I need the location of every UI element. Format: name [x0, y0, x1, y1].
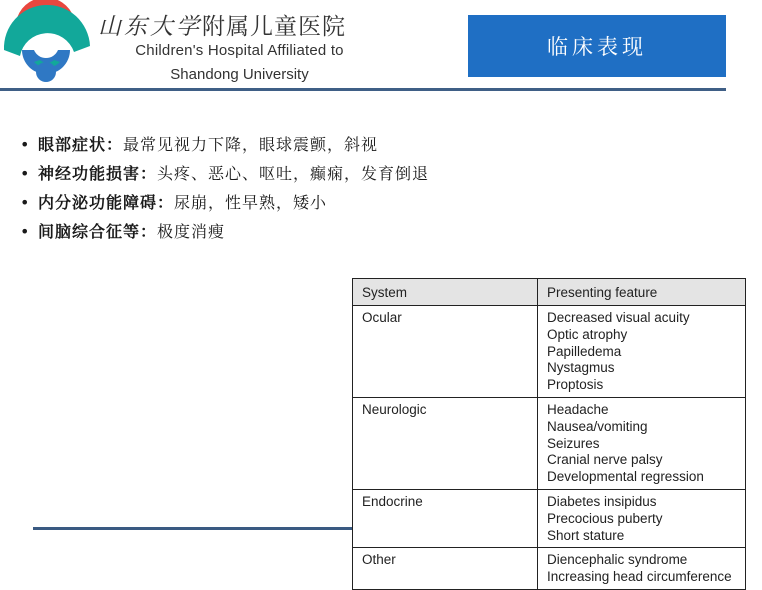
system-cell: Other — [353, 548, 538, 590]
feature-item: Decreased visual acuity — [547, 310, 690, 325]
symptom-text: 最常见视力下降，眼球震颤，斜视 — [123, 135, 379, 154]
system-cell: Ocular — [353, 306, 538, 398]
symptom-text: 尿崩，性早熟，矮小 — [174, 193, 328, 212]
feature-cell — [538, 397, 746, 489]
symptom-item-neuro — [20, 159, 429, 188]
footer-divider — [33, 527, 352, 530]
hospital-name-en-line1: Children's Hospital Affiliated to — [135, 42, 344, 59]
hospital-subname-cn: 附属儿童医院 — [202, 14, 346, 40]
feature-item: Developmental regression — [547, 469, 704, 485]
feature-cell — [538, 489, 746, 547]
feature-item: Diabetes insipidus — [547, 493, 657, 509]
symptom-label: 内分泌功能障碍： — [38, 193, 175, 212]
feature-item: Increasing head circumference — [547, 569, 732, 585]
feature-item: Optic atrophy — [547, 326, 628, 342]
feature-item: Nausea/vomiting — [547, 418, 648, 434]
symptom-label: 眼部症状： — [38, 135, 124, 154]
feature-item: Nystagmus — [547, 360, 615, 376]
symptom-label: 神经功能损害： — [38, 164, 158, 183]
hospital-name-en-line2: Shandong University — [170, 66, 309, 83]
feature-item: Proptosis — [547, 377, 604, 393]
column-header-system: System — [353, 279, 538, 306]
presenting-features-table — [352, 278, 746, 590]
symptom-item-ocular — [20, 130, 429, 159]
table-row — [353, 397, 746, 489]
feature-item: Headache — [547, 401, 609, 417]
symptom-list — [20, 130, 429, 246]
bullet-icon: • — [20, 135, 31, 154]
header-divider — [0, 88, 726, 91]
feature-cell — [538, 306, 746, 398]
hospital-name-cn — [98, 8, 346, 41]
feature-cell — [538, 548, 746, 590]
table-header-row — [353, 279, 746, 306]
symptom-item-endocrine — [20, 188, 429, 217]
table-row — [353, 306, 746, 398]
features-table-wrap — [352, 278, 747, 585]
section-title-box — [468, 15, 726, 77]
system-cell: Endocrine — [353, 489, 538, 547]
feature-item: Papilledema — [547, 343, 622, 359]
feature-item: Short stature — [547, 527, 625, 543]
feature-item: Seizures — [547, 435, 600, 451]
system-cell: Neurologic — [353, 397, 538, 489]
bullet-icon: • — [20, 222, 31, 241]
table-row — [353, 489, 746, 547]
symptom-label: 间脑综合征等： — [38, 222, 158, 241]
column-header-feature: Presenting feature — [538, 279, 746, 306]
feature-item: Diencephalic syndrome — [547, 552, 688, 568]
hospital-logo-icon — [2, 0, 92, 86]
table-row — [353, 548, 746, 590]
bullet-icon: • — [20, 193, 31, 212]
university-calligraphy: 山东大学 — [98, 14, 202, 40]
section-title: 临床表现 — [547, 35, 647, 59]
symptom-text: 头疼、恶心、呕吐，癫痫，发育倒退 — [157, 164, 430, 183]
symptom-item-diencephalic — [20, 217, 429, 246]
feature-item: Cranial nerve palsy — [547, 452, 663, 468]
feature-item: Precocious puberty — [547, 510, 663, 526]
bullet-icon: • — [20, 164, 31, 183]
symptom-text: 极度消瘦 — [157, 222, 226, 241]
